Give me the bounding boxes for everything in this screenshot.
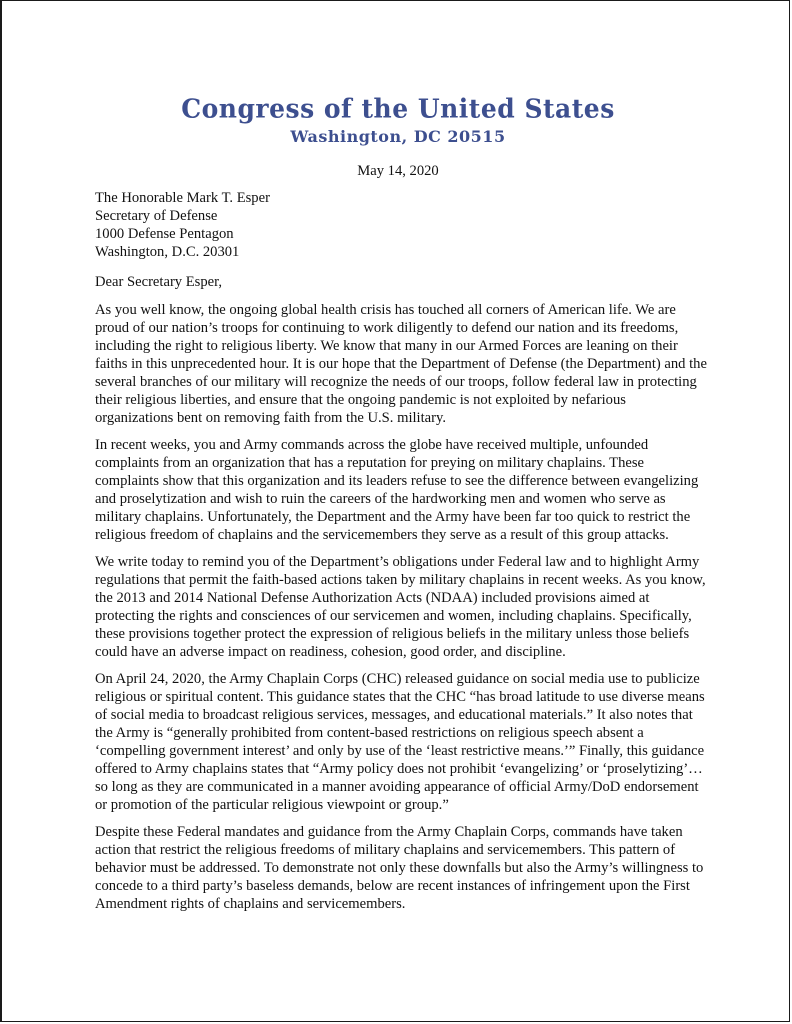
recipient-address [95,189,270,261]
letter-date: May 14, 2020 [357,163,439,179]
recipient-name: The Honorable Mark T. Esper [95,190,270,206]
paragraph: Despite these Federal mandates and guidance from the Army Chaplain Corps, commands have taken action that restrict the religious freedoms of military chaplains and servicemembers. This pattern of behavior must be addressed. To demonstrate not only these downfalls but also the Army’s willingness to concede to a third party’s baseless demands, below are recent instances of infringement upon the First Amendment rights of chaplains and servicemembers. [95,824,704,912]
recipient-street: 1000 Defense Pentagon [95,226,234,242]
paragraph: As you well know, the ongoing global health crisis has touched all corners of American life. We are proud of our nation’s troops for continuing to work diligently to defend our nation and its freedoms, including the right to religious liberty. We know that many in our Armed Forces are leaning on their faiths in this unprecedented hour. It is our hope that the Department of Defense (the Department) and the several branches of our military will recognize the needs of our troops, follow federal law in protecting their religious liberties, and ensure that the ongoing pandemic is not exploited by nefarious organizations bent on removing faith from the U.S. military. [95,302,707,426]
recipient-city: Washington, D.C. 20301 [95,244,240,260]
paragraph: On April 24, 2020, the Army Chaplain Corps (CHC) released guidance on social media use to publicize religious or spiritual content. This guidance states that the CHC “has broad latitude to use diverse means of social media to broadcast religious services, messages, and educational materials.” It also notes that the Army is “generally prohibited from content-based restrictions on religious speech absent a ‘compelling government interest’ and only by use of the ‘least restrictive means.’” Finally, this guidance offered to Army chaplains states that “Army policy does not prohibit ‘evangelizing’ or ‘proselytizing’…so long as they are communicated in a manner avoiding appearance of official Army/DoD endorsement or promotion of the particular religious viewpoint or group.” [95,671,705,813]
letterhead-subtitle: Washington, DC 20515 [290,127,506,146]
salutation: Dear Secretary Esper, [95,274,223,290]
paragraph: In recent weeks, you and Army commands across the globe have received multiple, unfounded complaints from an organization that has a reputation for preying on military chaplains. These complaints show that this organization and its leaders refuse to see the difference between evangelizing and proselytization and wish to ruin the careers of the hardworking men and women who serve as military chaplains. Unfortunately, the Department and the Army have been far too quick to restrict the religious freedom of chaplains and the servicemembers they serve as a result of this group attacks. [95,437,699,543]
letter-body [95,301,707,922]
letterhead-title: Congress of the United States [181,93,615,124]
recipient-title: Secretary of Defense [95,208,218,224]
paragraph: We write today to remind you of the Department’s obligations under Federal law and to highlight Army regulations that permit the faith-based actions taken by military chaplains in recent weeks. As you know, the 2013 and 2014 National Defense Authorization Acts (NDAA) included provisions aimed at protecting the rights and consciences of our servicemen and women, including chaplains. Specifically, these provisions together protect the expression of religious beliefs in the military unless those beliefs could have an adverse impact on readiness, cohesion, good order, and discipline. [95,554,706,660]
